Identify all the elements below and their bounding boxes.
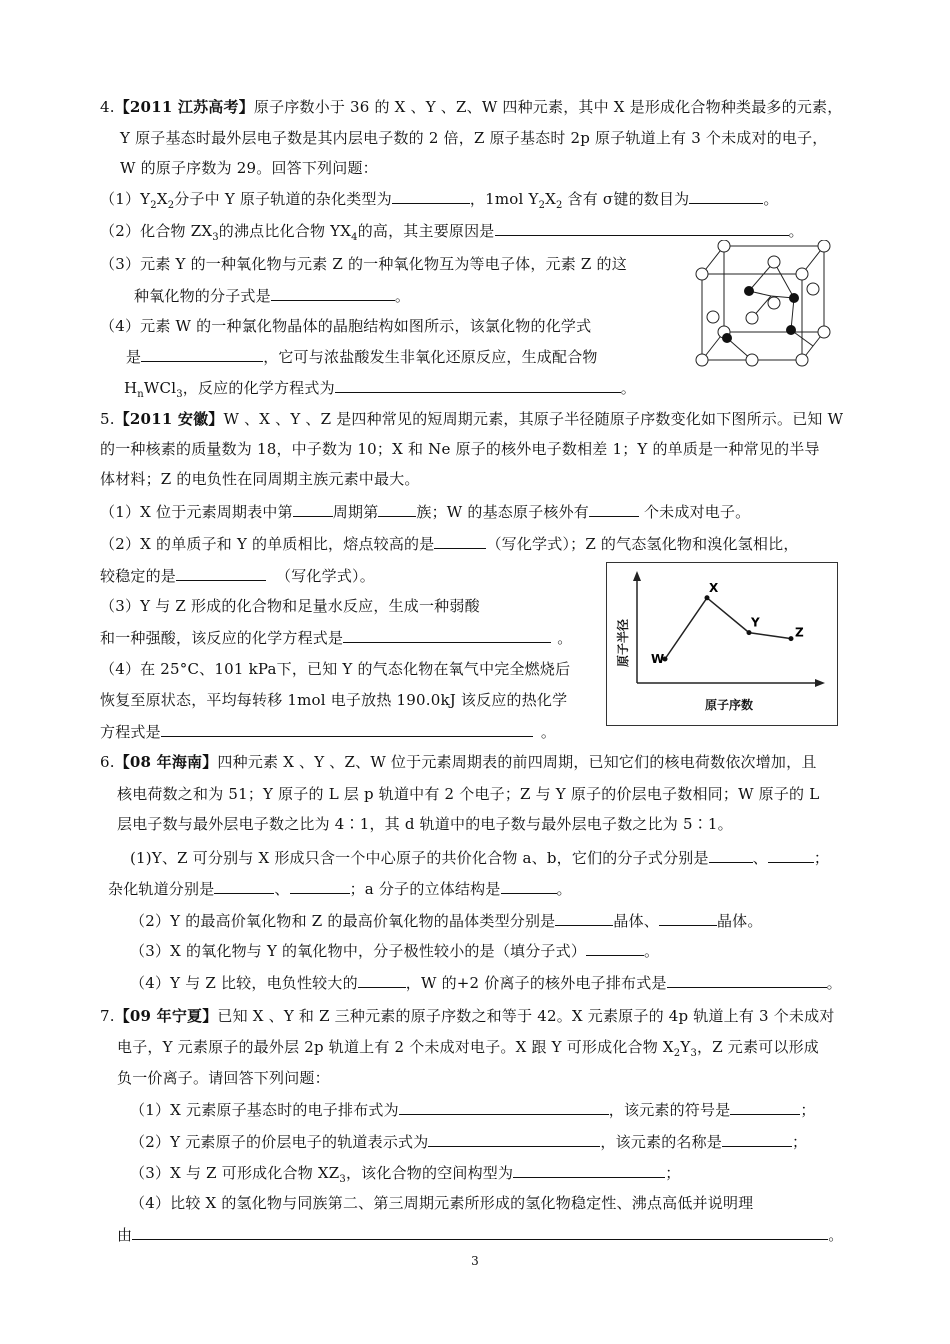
answer-blank[interactable]: [335, 377, 621, 393]
q4-source-tag: 【2011 江苏高考】: [114, 98, 254, 116]
q5-part2-line1: （2）X 的单质子和 Y 的单质相比，熔点较高的是 （写化学式）；Z 的气态氢化物和溴化氢相比，: [100, 535, 799, 553]
y-axis-arrow: [633, 571, 641, 581]
answer-blank[interactable]: [293, 501, 333, 517]
q4-part3-line1: （3）元素 Y 的一种氧化物与元素 Z 的一种氧化物互为等电子体，元素 Z 的这: [100, 255, 627, 273]
radius-chart-frame: [606, 562, 838, 726]
q4-part2: （2）化合物 $ZX_3$的沸点比化合物 $YX_4$的高，其主要原因是 。: [100, 222, 804, 243]
q5-part4-line3: 方程式是 。: [100, 723, 557, 741]
point-label-y: Y: [751, 615, 760, 630]
data-point-y: [747, 630, 752, 635]
answer-blank[interactable]: [513, 1162, 665, 1178]
q7-part3: （3）X 与 Z 可形成化合物 $XZ_3$，该化合物的空间构型为 ；: [130, 1164, 681, 1185]
answer-blank[interactable]: [501, 878, 557, 894]
answer-blank[interactable]: [434, 533, 486, 549]
data-point-x: [705, 595, 710, 600]
q6-part4: （4）Y 与 Z 比较，电负性较大的 ，W 的+2 价离子的核外电子排布式是 。: [130, 974, 842, 992]
answer-blank[interactable]: [722, 1131, 792, 1147]
answer-blank[interactable]: [161, 721, 533, 737]
x-axis-label: 原子序数: [705, 698, 754, 712]
answer-blank[interactable]: [214, 878, 274, 894]
answer-blank[interactable]: [271, 285, 395, 301]
q4-line1: 4.【2011 江苏高考】原子序数小于 36 的 X 、Y 、Z、W 四种元素，其中 X 是形成化合物种类最多的元素，: [100, 98, 843, 116]
data-point-z: [789, 636, 794, 641]
answer-blank[interactable]: [768, 847, 814, 863]
radius-series-line: [665, 598, 791, 659]
answer-blank[interactable]: [659, 910, 717, 926]
q7-source-tag: 【09 年宁夏】: [114, 1007, 218, 1025]
q4-part4-line1: （4）元素 W 的一种氯化物晶体的晶胞结构如图所示，该氯化物的化学式: [100, 317, 592, 335]
answer-blank[interactable]: [709, 847, 753, 863]
q7-part4-line2: 由 。: [117, 1226, 844, 1244]
answer-blank[interactable]: [358, 972, 406, 988]
q5-line2: 的一种核素的质量数为 18，中子数为 10；X 和 Ne 原子的核外电子数相差 1；Y 的单质是一种常见的半导: [100, 440, 820, 458]
q7-part4-line1: （4）比较 X 的氢化物与同族第二、第三周期元素所形成的氢化物稳定性、沸点高低并说明理: [130, 1194, 754, 1212]
q5-part3-line2: 和一种强酸，该反应的化学方程式是 。: [100, 629, 573, 647]
answer-blank[interactable]: [730, 1099, 800, 1115]
q5-line1: 5.【2011 安徽】W 、X 、Y 、Z 是四种常见的短周期元素，其原子半径随原子序数变化如下图所示。已知 W: [100, 410, 844, 428]
page-number: 3: [471, 1254, 479, 1268]
answer-blank[interactable]: [495, 220, 789, 236]
q4-part4-line3: $H_nWCl_3$，反应的化学方程式为 。: [124, 379, 636, 400]
q6-part1-line2: 杂化轨道分别是 、 ；a 分子的立体结构是 。: [108, 880, 572, 898]
answer-blank[interactable]: [392, 188, 470, 204]
point-label-w: W: [651, 652, 665, 666]
q4-part3-line2: 种氧化物的分子式是 。: [134, 287, 411, 305]
q6-part1-line1: (1)Y、Z 可分别与 X 形成只含一个中心原子的共价化合物 a、b，它们的分子式分别是 、 ；: [130, 849, 830, 867]
q5-part3-line1: （3）Y 与 Z 形成的化合物和足量水反应，生成一种弱酸: [100, 597, 480, 615]
answer-blank[interactable]: [378, 501, 416, 517]
q6-line2: 核电荷数之和为 51；Y 原子的 L 层 p 轨道中有 2 个电子；Z 与 Y 原子的价层电子数相同；W 原子的 L: [117, 785, 820, 803]
q6-part3: （3）X 的氧化物与 Y 的氧化物中，分子极性较小的是（填分子式） 。: [130, 942, 660, 960]
answer-blank[interactable]: [141, 346, 263, 362]
q7-part1: （1）X 元素原子基态时的电子排布式为 ，该元素的符号是 ；: [130, 1101, 816, 1119]
answer-blank[interactable]: [555, 910, 613, 926]
q5-part1: （1）X 位于元素周期表中第 周期第 族；W 的基态原子核外有 个未成对电子。: [100, 503, 751, 521]
q6-line1: 6.【08 年海南】四种元素 X 、Y 、Z、W 位于元素周期表的前四周期，已知它们的核电荷数依次增加，且: [100, 753, 817, 771]
q5-source-tag: 【2011 安徽】: [114, 410, 224, 428]
answer-blank[interactable]: [667, 972, 827, 988]
answer-blank[interactable]: [132, 1224, 828, 1240]
crystal-cell-figure: [682, 240, 846, 372]
q4-part4-line2: 是 ，它可与浓盐酸发生非氧化还原反应，生成配合物: [126, 348, 598, 366]
answer-blank[interactable]: [343, 627, 551, 643]
q5-part2-line2: 较稳定的是 （写化学式）。: [100, 567, 375, 585]
q7-line1: 7.【09 年宁夏】已知 X 、Y 和 Z 三种元素的原子序数之和等于 42。X 元素原子的 4p 轨道上有 3 个未成对: [100, 1007, 835, 1025]
answer-blank[interactable]: [589, 501, 639, 517]
x-axis-arrow: [815, 679, 825, 687]
q4-line2: Y 原子基态时最外层电子数是其内层电子数的 2 倍，Z 原子基态时 2p 原子轨道上有 3 个未成对的电子，: [120, 129, 828, 147]
q7-part2: （2）Y 元素原子的价层电子的轨道表示式为 ，该元素的名称是 ；: [130, 1133, 808, 1151]
point-label-z: Z: [795, 625, 804, 640]
q4-line3: W 的原子序数为 29。回答下列问题：: [120, 159, 378, 177]
q6-line3: 层电子数与最外层电子数之比为 4∶1，其 d 轨道中的电子数与最外层电子数之比为 5∶1。: [117, 815, 733, 833]
q4-part1: $(1)Y_2X_2$分子中 Y 原子轨道的杂化类型为 ，1mol $Y_2X_2$ 含有 σ键的数目为 。: [100, 190, 779, 211]
q7-line2: 电子，Y 元素原子的最外层 2p 轨道上有 2 个未成对电子。X 跟 Y 可形成化合物 $X_2Y_3$，Z 元素可以形成: [117, 1038, 820, 1059]
y-axis-label: 原子半径: [616, 618, 630, 667]
answer-blank[interactable]: [428, 1131, 600, 1147]
answer-blank[interactable]: [176, 565, 266, 581]
q5-line3: 体材料；Z 的电负性在同周期主族元素中最大。: [100, 470, 420, 488]
answer-blank[interactable]: [399, 1099, 609, 1115]
q6-source-tag: 【08 年海南】: [114, 753, 218, 771]
q5-part4-line2: 恢复至原状态，平均每转移 1mol 电子放热 190.0kJ 该反应的热化学: [100, 691, 568, 709]
atomic-radius-chart: [607, 563, 837, 725]
point-label-x: X: [709, 580, 719, 595]
q7-line3: 负一价离子。请回答下列问题：: [117, 1069, 330, 1087]
q6-part2: （2）Y 的最高价氧化物和 Z 的最高价氧化物的晶体类型分别是 晶体、 晶体。: [130, 912, 763, 930]
answer-blank[interactable]: [689, 188, 763, 204]
answer-blank[interactable]: [586, 940, 644, 956]
q5-part4-line1: （4）在 25°C、101 kPa下，已知 Y 的气态化物在氧气中完全燃烧后: [100, 660, 571, 678]
answer-blank[interactable]: [290, 878, 350, 894]
